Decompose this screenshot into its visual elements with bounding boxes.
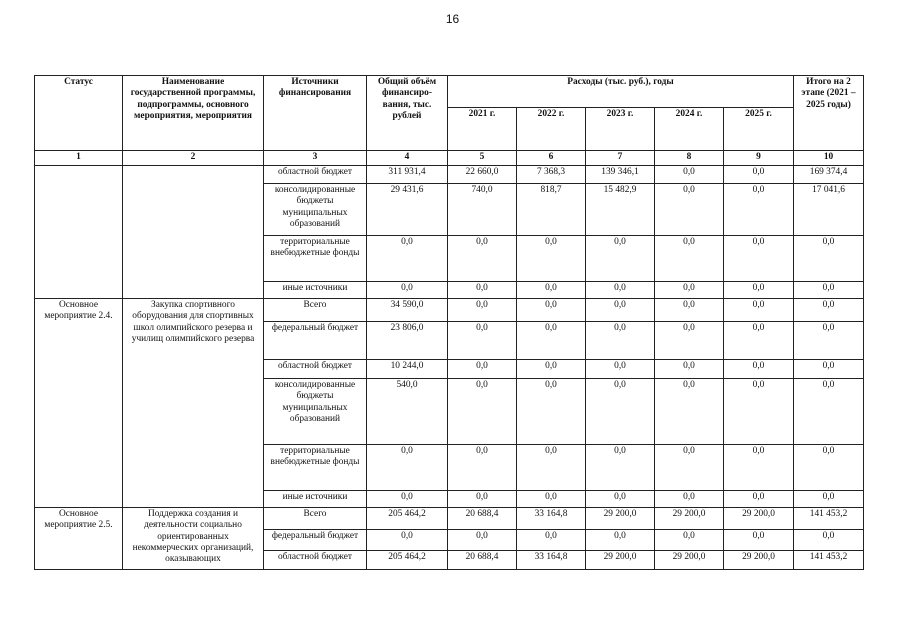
value-cell: 0,0 (448, 491, 517, 508)
value-cell: 0,0 (794, 530, 864, 551)
source-cell: федеральный бюджет (264, 530, 367, 551)
value-cell: 0,0 (655, 166, 724, 184)
column-number: 5 (448, 151, 517, 166)
header-name: Наименование государственной программы, подпрограммы, основного мероприятия, мероприятия (123, 76, 264, 151)
value-cell: 0,0 (448, 236, 517, 282)
value-cell: 0,0 (448, 379, 517, 445)
value-cell: 0,0 (655, 445, 724, 491)
value-cell: 0,0 (586, 360, 655, 379)
value-cell: 818,7 (517, 184, 586, 236)
value-cell: 33 164,8 (517, 551, 586, 570)
value-cell: 740,0 (448, 184, 517, 236)
source-cell: территориальные внебюджетные фонды (264, 236, 367, 282)
value-cell: 0,0 (655, 530, 724, 551)
value-cell: 20 688,4 (448, 508, 517, 530)
column-number: 10 (794, 151, 864, 166)
value-cell: 0,0 (367, 236, 448, 282)
value-cell: 33 164,8 (517, 508, 586, 530)
value-cell: 0,0 (448, 360, 517, 379)
name-cell: Поддержка создания и деятельности социально ориентированных некоммерческих организаций, оказывающих (123, 508, 264, 570)
value-cell: 20 688,4 (448, 551, 517, 570)
source-cell: территориальные внебюджетные фонды (264, 445, 367, 491)
source-cell: федеральный бюджет (264, 322, 367, 360)
source-cell: иные источники (264, 282, 367, 299)
value-cell: 141 453,2 (794, 508, 864, 530)
value-cell: 0,0 (794, 491, 864, 508)
value-cell: 0,0 (655, 360, 724, 379)
column-number: 6 (517, 151, 586, 166)
table-row (35, 508, 864, 530)
value-cell: 29 200,0 (655, 508, 724, 530)
value-cell: 29 431,6 (367, 184, 448, 236)
value-cell: 0,0 (517, 236, 586, 282)
value-cell: 0,0 (724, 322, 794, 360)
value-cell: 141 453,2 (794, 551, 864, 570)
header-year: 2025 г. (724, 108, 794, 151)
value-cell: 29 200,0 (724, 508, 794, 530)
column-number: 7 (586, 151, 655, 166)
column-number: 2 (123, 151, 264, 166)
value-cell: 0,0 (655, 322, 724, 360)
value-cell: 0,0 (367, 282, 448, 299)
value-cell: 29 200,0 (655, 551, 724, 570)
header-total: Общий объём финансиро-вания, тыс. рублей (367, 76, 448, 151)
header-sources: Источники финансирования (264, 76, 367, 151)
source-cell: областной бюджет (264, 551, 367, 570)
value-cell: 0,0 (655, 379, 724, 445)
value-cell: 0,0 (517, 360, 586, 379)
header-year: 2023 г. (586, 108, 655, 151)
value-cell: 10 244,0 (367, 360, 448, 379)
value-cell: 0,0 (586, 379, 655, 445)
page-number: 16 (445, 12, 460, 26)
value-cell: 0,0 (724, 236, 794, 282)
column-number: 8 (655, 151, 724, 166)
table-row (35, 299, 864, 322)
column-number-row (35, 151, 864, 166)
column-number: 1 (35, 151, 123, 166)
value-cell: 0,0 (655, 491, 724, 508)
value-cell: 0,0 (517, 530, 586, 551)
value-cell: 0,0 (794, 236, 864, 282)
value-cell: 29 200,0 (586, 551, 655, 570)
value-cell: 205 464,2 (367, 551, 448, 570)
source-cell: Всего (264, 299, 367, 322)
status-cell (35, 166, 123, 299)
value-cell: 0,0 (586, 445, 655, 491)
value-cell: 0,0 (517, 491, 586, 508)
value-cell: 0,0 (586, 322, 655, 360)
source-cell: областной бюджет (264, 360, 367, 379)
table-row (35, 166, 864, 184)
value-cell: 0,0 (655, 282, 724, 299)
value-cell: 0,0 (794, 379, 864, 445)
value-cell: 7 368,3 (517, 166, 586, 184)
value-cell: 0,0 (794, 445, 864, 491)
value-cell: 0,0 (448, 530, 517, 551)
value-cell: 0,0 (724, 379, 794, 445)
value-cell: 205 464,2 (367, 508, 448, 530)
value-cell: 0,0 (794, 322, 864, 360)
value-cell: 0,0 (724, 491, 794, 508)
value-cell: 0,0 (794, 360, 864, 379)
name-cell (123, 166, 264, 299)
value-cell: 0,0 (367, 491, 448, 508)
value-cell: 0,0 (655, 299, 724, 322)
value-cell: 0,0 (586, 491, 655, 508)
header-stage-total: Итого на 2 этапе (2021 – 2025 годы) (794, 76, 864, 151)
header-year: 2022 г. (517, 108, 586, 151)
source-cell: областной бюджет (264, 166, 367, 184)
value-cell: 540,0 (367, 379, 448, 445)
value-cell: 0,0 (586, 530, 655, 551)
source-cell: Всего (264, 508, 367, 530)
column-number: 3 (264, 151, 367, 166)
column-number: 4 (367, 151, 448, 166)
value-cell: 0,0 (517, 445, 586, 491)
value-cell: 29 200,0 (586, 508, 655, 530)
value-cell: 0,0 (724, 530, 794, 551)
value-cell: 0,0 (724, 445, 794, 491)
header-status: Статус (35, 76, 123, 151)
header-expenses: Расходы (тыс. руб.), годы (448, 76, 794, 108)
source-cell: консолидированные бюджеты муниципальных образований (264, 379, 367, 445)
header-year: 2021 г. (448, 108, 517, 151)
value-cell: 0,0 (517, 299, 586, 322)
column-number: 9 (724, 151, 794, 166)
value-cell: 0,0 (586, 299, 655, 322)
value-cell: 0,0 (724, 282, 794, 299)
value-cell: 29 200,0 (724, 551, 794, 570)
source-cell: иные источники (264, 491, 367, 508)
value-cell: 15 482,9 (586, 184, 655, 236)
value-cell: 0,0 (448, 299, 517, 322)
header-year: 2024 г. (655, 108, 724, 151)
value-cell: 0,0 (724, 166, 794, 184)
status-cell: Основное мероприятие 2.5. (35, 508, 123, 570)
value-cell: 0,0 (794, 282, 864, 299)
value-cell: 0,0 (655, 184, 724, 236)
source-cell: консолидированные бюджеты муниципальных образований (264, 184, 367, 236)
value-cell: 169 374,4 (794, 166, 864, 184)
value-cell: 0,0 (724, 360, 794, 379)
value-cell: 0,0 (367, 530, 448, 551)
status-cell: Основное мероприятие 2.4. (35, 299, 123, 508)
table-header (35, 76, 864, 166)
table-body (35, 166, 864, 570)
value-cell: 0,0 (448, 445, 517, 491)
value-cell: 0,0 (586, 282, 655, 299)
value-cell: 311 931,4 (367, 166, 448, 184)
value-cell: 0,0 (448, 322, 517, 360)
value-cell: 0,0 (517, 322, 586, 360)
funding-table (34, 75, 864, 570)
value-cell: 17 041,6 (794, 184, 864, 236)
value-cell: 0,0 (448, 282, 517, 299)
value-cell: 23 806,0 (367, 322, 448, 360)
name-cell: Закупка спортивного оборудования для спортивных школ олимпийского резерва и училищ олимпийского резерва (123, 299, 264, 508)
value-cell: 34 590,0 (367, 299, 448, 322)
value-cell: 0,0 (724, 299, 794, 322)
value-cell: 0,0 (724, 184, 794, 236)
value-cell: 0,0 (517, 379, 586, 445)
value-cell: 0,0 (367, 445, 448, 491)
value-cell: 22 660,0 (448, 166, 517, 184)
value-cell: 0,0 (586, 236, 655, 282)
value-cell: 139 346,1 (586, 166, 655, 184)
value-cell: 0,0 (655, 236, 724, 282)
value-cell: 0,0 (517, 282, 586, 299)
value-cell: 0,0 (794, 299, 864, 322)
